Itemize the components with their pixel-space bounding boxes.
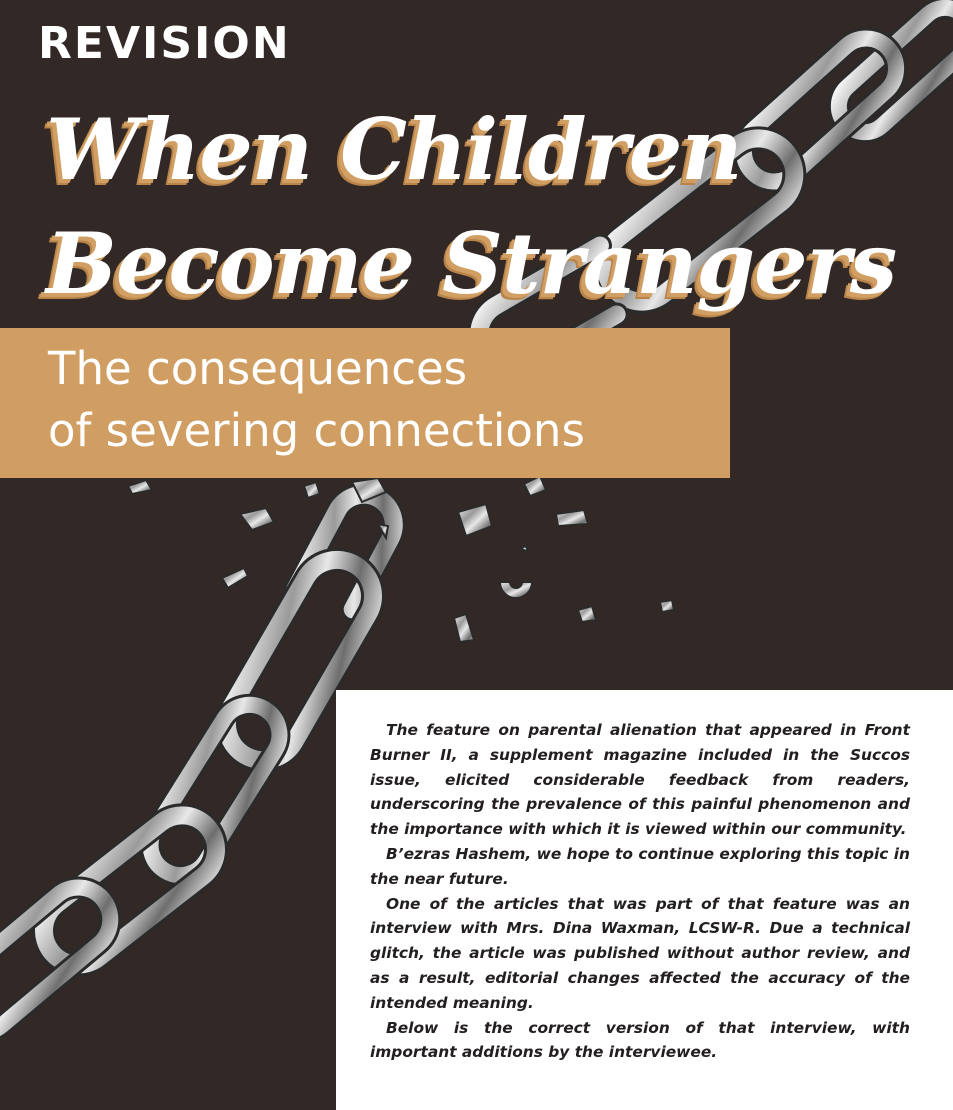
headline-line-2: Become Strangers xyxy=(46,214,897,313)
subhead xyxy=(48,338,728,462)
section-kicker: REVISION xyxy=(38,18,291,69)
intro-body xyxy=(370,718,910,1065)
intro-paragraph: B’ezras Hashem, we hope to continue exploring this topic in the near future. xyxy=(370,844,910,888)
headline-line-1: When Children xyxy=(46,100,742,199)
subhead-line-2: of severing connections xyxy=(48,404,585,457)
intro-paragraph: One of the articles that was part of that feature was an interview with Mrs. Dina Waxman, LCSW-R. Due a technical glitch, the article was published without author review, and as a result, editorial changes affected the accuracy of the intended meaning. xyxy=(370,894,910,1012)
intro-paragraph: The feature on parental alienation that appeared in Front Burner II, a supplement magazine included in the Succos issue, elicited considerable feedback from readers, underscoring the prevalence of this painful phenomenon and the importance with which it is viewed within our community. xyxy=(370,721,910,839)
subhead-line-1: The consequences xyxy=(48,342,468,395)
intro-paragraph: Below is the correct version of that interview, with important additions by the interviewee. xyxy=(370,1018,910,1062)
